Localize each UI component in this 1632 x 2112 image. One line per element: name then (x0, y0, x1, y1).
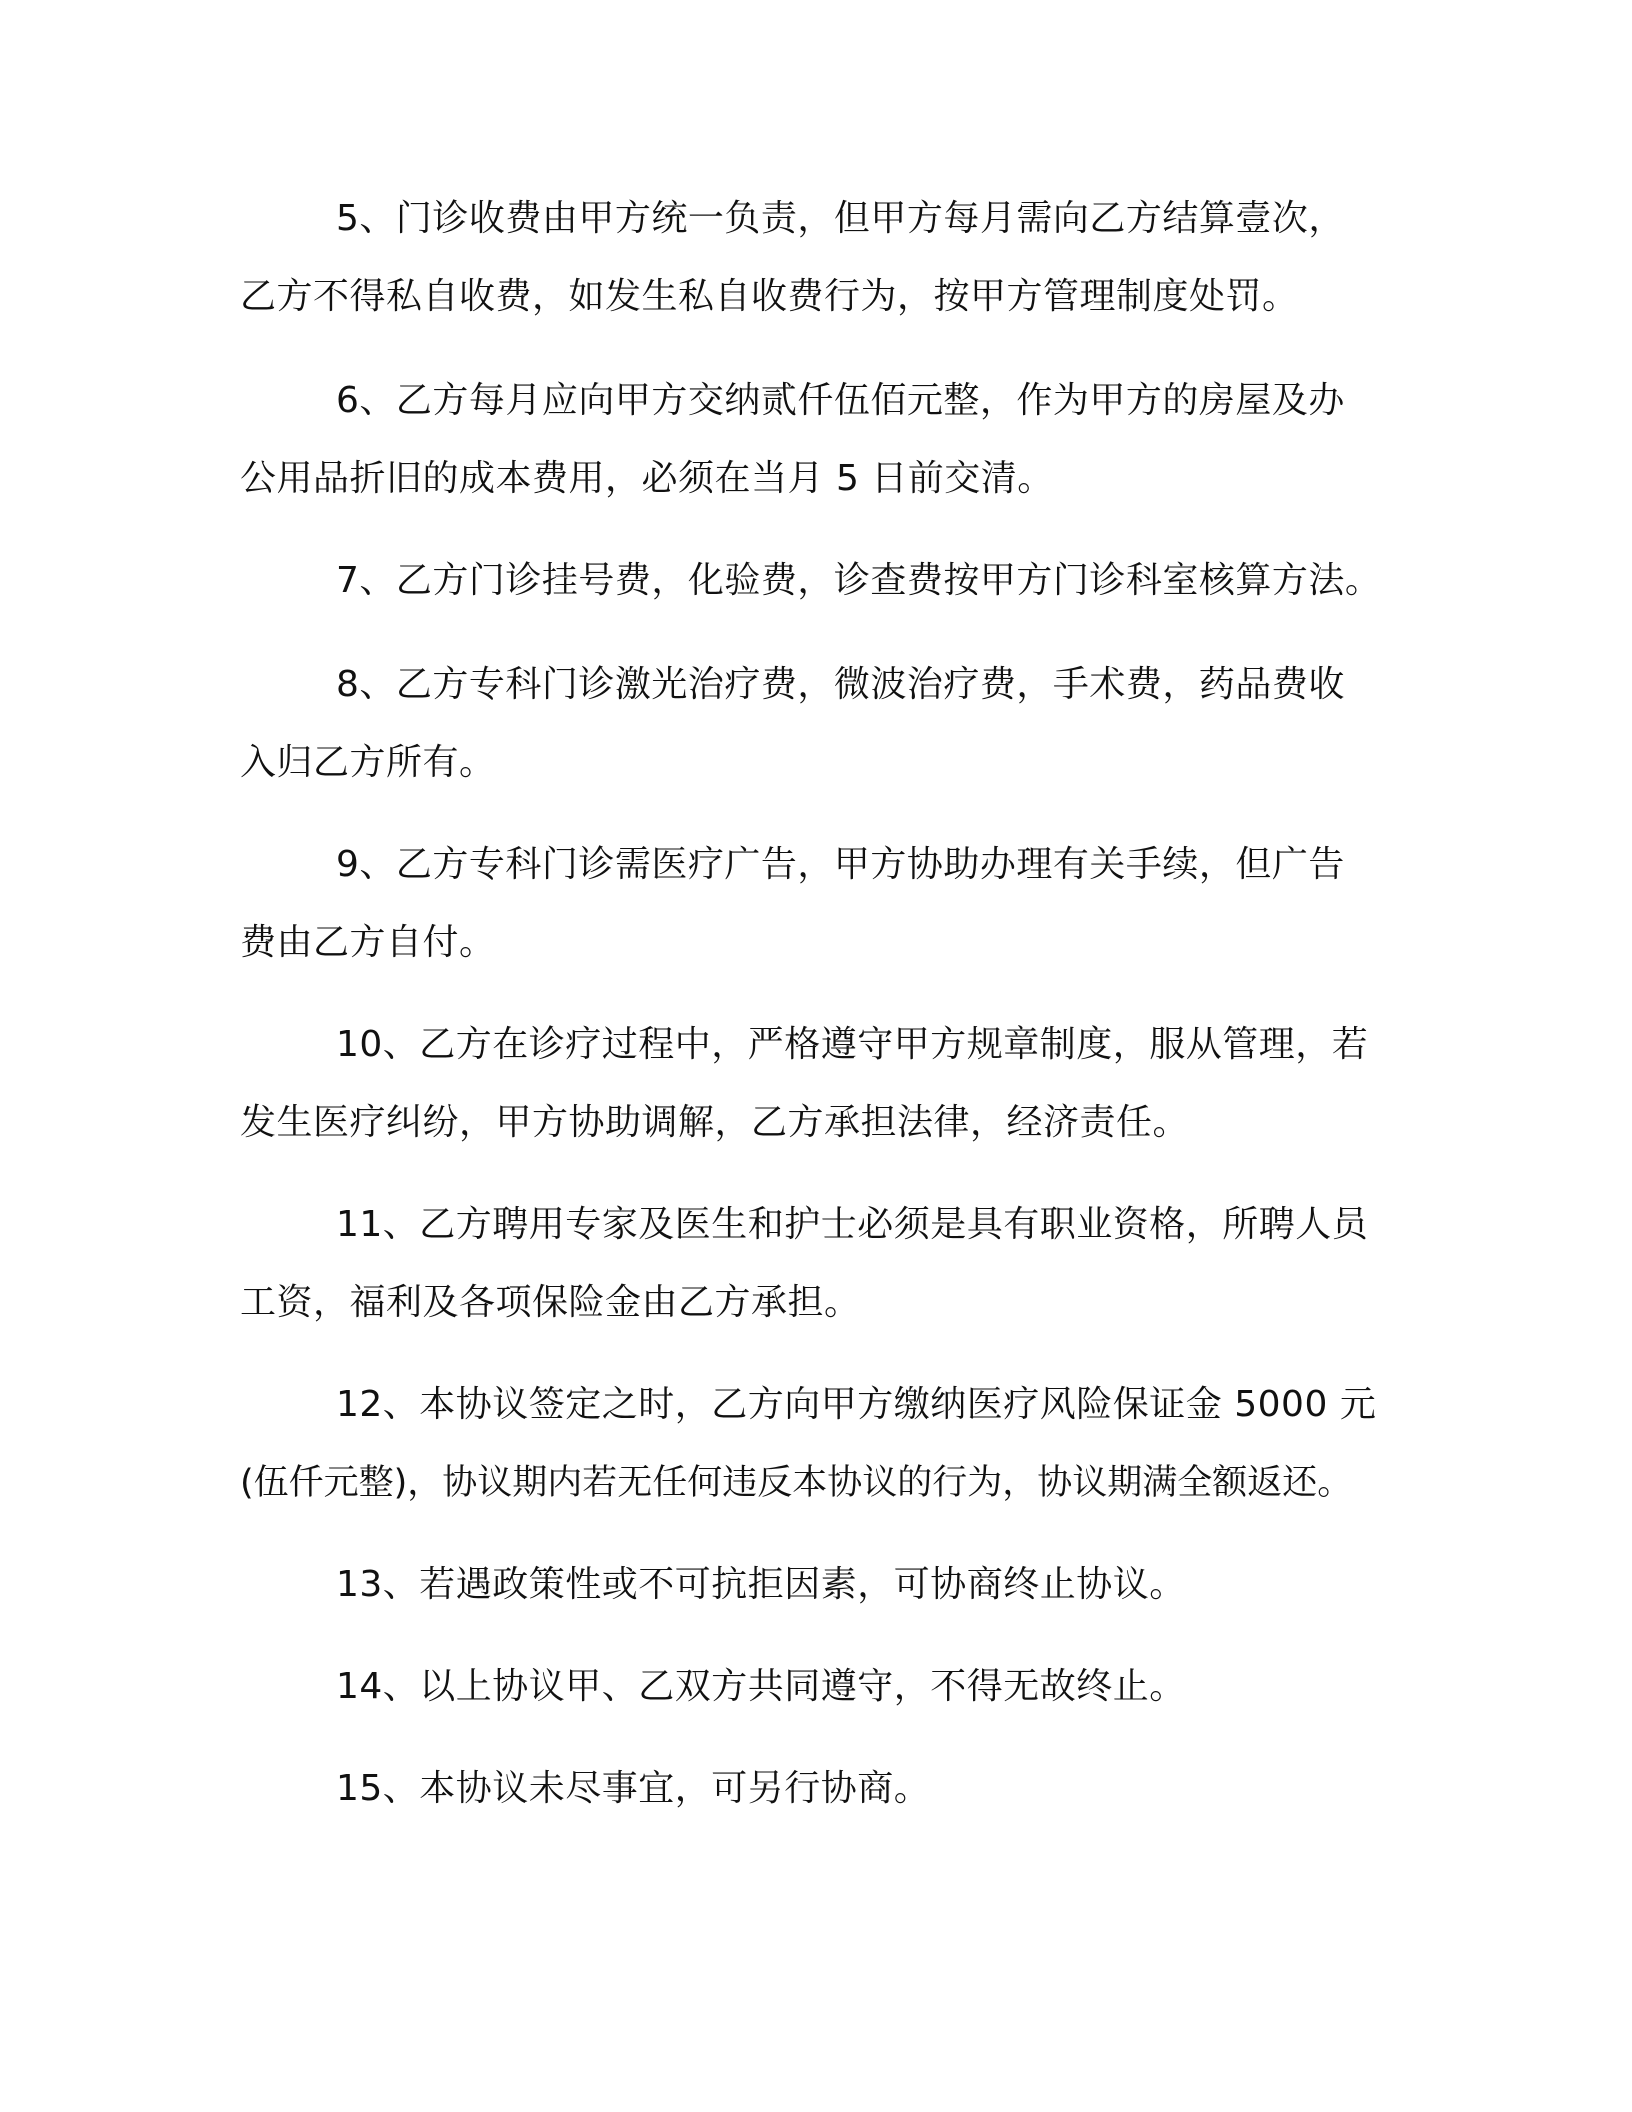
clause-13-line-1: 13、若遇政策性或不可抗拒因素，可协商终止协议。 (336, 1564, 1186, 1605)
clause-11-line-1: 11、乙方聘用专家及医生和护士必须是具有职业资格，所聘人员 (336, 1204, 1369, 1245)
clause-8-line-1: 8、乙方专科门诊激光治疗费，微波治疗费，手术费，药品费收 (336, 664, 1345, 705)
clause-6-line-2: 公用品折旧的成本费用，必须在当月 5 日前交清。 (240, 458, 1054, 499)
clause-8-line-2: 入归乙方所有。 (240, 742, 496, 783)
clause-10-line-2: 发生医疗纠纷，甲方协助调解，乙方承担法律，经济责任。 (240, 1102, 1190, 1143)
clause-10-line-1: 10、乙方在诊疗过程中，严格遵守甲方规章制度，服从管理，若 (336, 1024, 1369, 1065)
clause-9-line-1: 9、乙方专科门诊需医疗广告，甲方协助办理有关手续，但广告 (336, 844, 1345, 885)
clause-6-line-1: 6、乙方每月应向甲方交纳贰仟伍佰元整，作为甲方的房屋及办 (336, 380, 1345, 421)
clause-9-line-2: 费由乙方自付。 (240, 922, 496, 963)
clause-5-line-2: 乙方不得私自收费，如发生私自收费行为，按甲方管理制度处罚。 (240, 276, 1299, 317)
clause-12-line-1: 12、本协议签定之时，乙方向甲方缴纳医疗风险保证金 5000 元 (336, 1384, 1377, 1425)
clause-11-line-2: 工资，福利及各项保险金由乙方承担。 (240, 1282, 861, 1323)
clause-12-line-2: (伍仟元整)，协议期内若无任何违反本协议的行为，协议期满全额返还。 (240, 1463, 1353, 1503)
clause-14-line-1: 14、以上协议甲、乙双方共同遵守，不得无故终止。 (336, 1666, 1186, 1707)
clause-15-line-1: 15、本协议未尽事宜，可另行协商。 (336, 1768, 931, 1809)
clause-7-line-1: 7、乙方门诊挂号费，化验费，诊查费按甲方门诊科室核算方法。 (336, 560, 1382, 601)
clause-5-line-1: 5、门诊收费由甲方统一负责，但甲方每月需向乙方结算壹次， (336, 198, 1345, 239)
